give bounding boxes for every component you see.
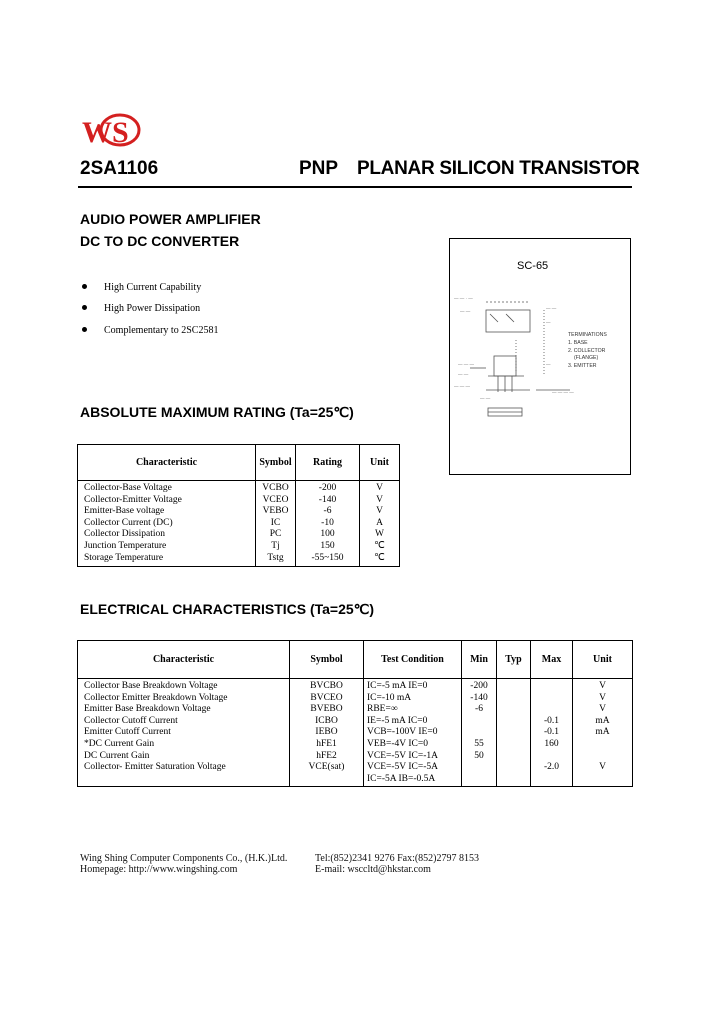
- cell: [462, 774, 497, 787]
- cell: [462, 716, 497, 728]
- col-header: Symbol: [256, 445, 296, 481]
- col-header: Unit: [360, 445, 400, 481]
- cell: A: [360, 518, 400, 530]
- svg-text:— —: — —: [460, 309, 471, 314]
- cell: [573, 751, 633, 763]
- cell: BVCBO: [290, 679, 364, 693]
- feature-text: High Current Capability: [104, 282, 202, 293]
- svg-text:— — — —: — — — —: [552, 390, 574, 395]
- cell: [497, 704, 531, 716]
- table-header-row: [78, 641, 633, 679]
- cell: RBE=∞: [364, 704, 462, 716]
- col-header: Test Condition: [364, 641, 462, 679]
- cell: [531, 679, 573, 693]
- cell: Collector-Base Voltage: [78, 481, 256, 495]
- cell: Collector Emitter Breakdown Voltage: [78, 693, 290, 705]
- table-row: [78, 481, 400, 495]
- col-header: Max: [531, 641, 573, 679]
- cell: VEB=-4V IC=0: [364, 739, 462, 751]
- cell: IC=-5 mA IE=0: [364, 679, 462, 693]
- svg-text:— — —: — — —: [454, 384, 471, 389]
- cell: [462, 762, 497, 774]
- cell: V: [573, 679, 633, 693]
- cell: [497, 727, 531, 739]
- svg-text:— —: — —: [546, 306, 557, 311]
- cell: IEBO: [290, 727, 364, 739]
- application-1: AUDIO POWER AMPLIFIER: [80, 211, 261, 227]
- table-row: [78, 553, 400, 567]
- cell: BVEBO: [290, 704, 364, 716]
- cell: Collector Cutoff Current: [78, 716, 290, 728]
- electrical-title: ELECTRICAL CHARACTERISTICS (Ta=25℃): [80, 601, 375, 617]
- bullet-icon: [82, 327, 87, 332]
- cell: [497, 679, 531, 693]
- cell: [497, 774, 531, 787]
- cell: Emitter Base Breakdown Voltage: [78, 704, 290, 716]
- table-row: [78, 739, 633, 751]
- cell: -6: [462, 704, 497, 716]
- cell: ℃: [360, 553, 400, 567]
- company-logo: [80, 112, 142, 150]
- application-2: DC TO DC CONVERTER: [80, 233, 240, 249]
- product-description: PLANAR SILICON TRANSISTOR: [357, 158, 640, 179]
- cell: Collector Base Breakdown Voltage: [78, 679, 290, 693]
- cell: VCE=-5V IC=-1A: [364, 751, 462, 763]
- cell: -10: [296, 518, 360, 530]
- cell: mA: [573, 727, 633, 739]
- cell: IE=-5 mA IC=0: [364, 716, 462, 728]
- table-row: [78, 495, 400, 507]
- table-row: [78, 762, 633, 774]
- cell: 100: [296, 529, 360, 541]
- cell: Junction Temperature: [78, 541, 256, 553]
- table-row: [78, 716, 633, 728]
- cell: 55: [462, 739, 497, 751]
- cell: IC=-10 mA: [364, 693, 462, 705]
- cell: Emitter-Base voltage: [78, 506, 256, 518]
- col-header: Min: [462, 641, 497, 679]
- cell: *DC Current Gain: [78, 739, 290, 751]
- table-row: [78, 774, 633, 787]
- cell: -2.0: [531, 762, 573, 774]
- cell: [531, 774, 573, 787]
- feature-item: [82, 303, 200, 314]
- col-header: Typ: [497, 641, 531, 679]
- cell: 150: [296, 541, 360, 553]
- cell: 160: [531, 739, 573, 751]
- termination-title: TERMINATIONS: [568, 332, 607, 338]
- part-number: 2SA1106: [80, 158, 159, 179]
- package-drawing: [450, 280, 630, 430]
- cell: Tj: [256, 541, 296, 553]
- cell: Emitter Cutoff Current: [78, 727, 290, 739]
- col-header: Characteristic: [78, 445, 256, 481]
- svg-text:— — · —: — — · —: [454, 296, 473, 301]
- cell: ICBO: [290, 716, 364, 728]
- cell: PC: [256, 529, 296, 541]
- feature-item: [82, 325, 218, 336]
- bullet-icon: [82, 284, 87, 289]
- header-divider: [78, 186, 632, 188]
- feature-text: Complementary to 2SC2581: [104, 325, 219, 336]
- termination-3: 3. EMITTER: [568, 363, 597, 369]
- cell: V: [573, 693, 633, 705]
- cell: VCEO: [256, 495, 296, 507]
- cell: -140: [296, 495, 360, 507]
- cell: [531, 751, 573, 763]
- cell: Collector Dissipation: [78, 529, 256, 541]
- cell: -55~150: [296, 553, 360, 567]
- cell: [497, 716, 531, 728]
- cell: Storage Temperature: [78, 553, 256, 567]
- cell: IC: [256, 518, 296, 530]
- abs-max-title: ABSOLUTE MAXIMUM RATING (Ta=25℃): [80, 404, 354, 420]
- cell: [462, 727, 497, 739]
- table-row: [78, 529, 400, 541]
- cell: hFE2: [290, 751, 364, 763]
- cell: VCE=-5V IC=-5A: [364, 762, 462, 774]
- table-row: [78, 751, 633, 763]
- footer-homepage-link[interactable]: Homepage: http://www.wingshing.com: [80, 864, 238, 875]
- table-row: [78, 506, 400, 518]
- col-header: Characteristic: [78, 641, 290, 679]
- cell: V: [573, 762, 633, 774]
- cell: hFE1: [290, 739, 364, 751]
- electrical-table: [77, 640, 633, 787]
- cell: [531, 704, 573, 716]
- cell: V: [360, 481, 400, 495]
- svg-text:— — —: — — —: [458, 362, 475, 367]
- cell: [78, 774, 290, 787]
- cell: V: [360, 495, 400, 507]
- cell: [531, 693, 573, 705]
- cell: 50: [462, 751, 497, 763]
- cell: VCE(sat): [290, 762, 364, 774]
- feature-item: [82, 282, 201, 293]
- cell: VCBO: [256, 481, 296, 495]
- cell: [290, 774, 364, 787]
- package-name: SC-65: [517, 260, 549, 272]
- footer-company: Wing Shing Computer Components Co., (H.K.)Ltd.: [80, 853, 288, 864]
- table-row: [78, 693, 633, 705]
- table-header-row: [78, 445, 400, 481]
- table-row: [78, 518, 400, 530]
- cell: -0.1: [531, 716, 573, 728]
- cell: Collector Current (DC): [78, 518, 256, 530]
- footer-email-link[interactable]: E-mail: wsccltd@hkstar.com: [315, 864, 431, 875]
- cell: BVCEO: [290, 693, 364, 705]
- svg-text:— —: — —: [480, 396, 491, 401]
- cell: [573, 774, 633, 787]
- cell: DC Current Gain: [78, 751, 290, 763]
- cell: Collector-Emitter Voltage: [78, 495, 256, 507]
- termination-2: 2. COLLECTOR: [568, 348, 606, 354]
- svg-text:— —: — —: [458, 372, 469, 377]
- logo-text: WS: [82, 116, 129, 149]
- footer-phone-fax: Tel:(852)2341 9276 Fax:(852)2797 8153: [315, 853, 480, 864]
- termination-1: 1. BASE: [568, 340, 588, 346]
- cell: ℃: [360, 541, 400, 553]
- feature-text: High Power Dissipation: [104, 303, 201, 314]
- svg-text:—: —: [546, 320, 551, 325]
- table-row: [78, 679, 633, 693]
- termination-2-note: (FLANGE): [574, 355, 599, 361]
- cell: VEBO: [256, 506, 296, 518]
- cell: Tstg: [256, 553, 296, 567]
- table-row: [78, 727, 633, 739]
- cell: W: [360, 529, 400, 541]
- cell: -200: [296, 481, 360, 495]
- transistor-type: PNP: [299, 158, 339, 179]
- cell: V: [360, 506, 400, 518]
- table-row: [78, 704, 633, 716]
- cell: [573, 739, 633, 751]
- cell: -0.1: [531, 727, 573, 739]
- col-header: Unit: [573, 641, 633, 679]
- cell: -140: [462, 693, 497, 705]
- package-dimension-icon: [450, 280, 630, 430]
- cell: [497, 751, 531, 763]
- ws-logo-icon: [80, 112, 142, 150]
- cell: [497, 739, 531, 751]
- cell: -6: [296, 506, 360, 518]
- cell: Collector- Emitter Saturation Voltage: [78, 762, 290, 774]
- cell: V: [573, 704, 633, 716]
- cell: [497, 693, 531, 705]
- cell: [497, 762, 531, 774]
- cell: -200: [462, 679, 497, 693]
- bullet-icon: [82, 305, 87, 310]
- svg-text:—: —: [546, 362, 551, 367]
- cell: mA: [573, 716, 633, 728]
- col-header: Rating: [296, 445, 360, 481]
- cell: VCB=-100V IE=0: [364, 727, 462, 739]
- cell: IC=-5A IB=-0.5A: [364, 774, 462, 787]
- abs-max-table: [77, 444, 400, 567]
- col-header: Symbol: [290, 641, 364, 679]
- table-row: [78, 541, 400, 553]
